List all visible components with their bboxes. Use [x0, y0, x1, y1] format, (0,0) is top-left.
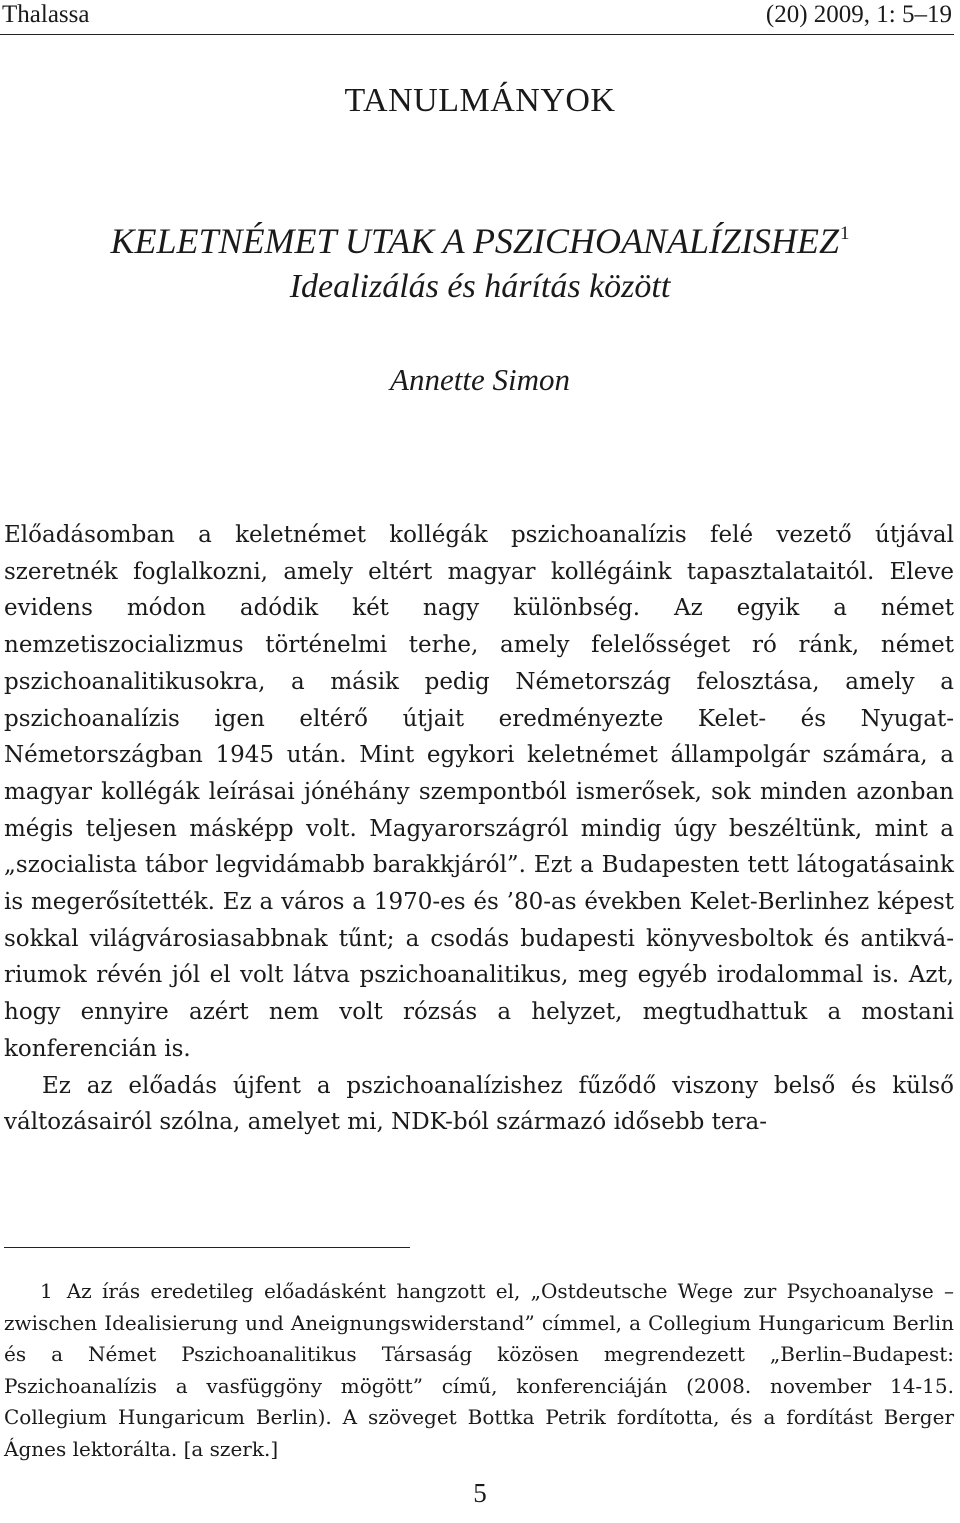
article-title [0, 220, 960, 262]
footnote-text: Az írás eredetileg előadásként hangzott el, „Ostdeutsche Wege zur Psychoanalyse – zwischen Idealisierung und Aneignungswiderstand” címmel, a Collegium Hungaricum Berlin és a Német Pszichoanalitikus Társaság közösen megrendezett „Berlin–Budapest: Pszichoanalízis a vasfüggöny mögött” című, konferenciáján (2008. november 14-15. Collegium Hungaricum Berlin). A szöveget Bottka Petrik fordította, és a fordítást Berger Ágnes lektorálta. [a szerk.] [4, 1279, 954, 1461]
footnote-divider [4, 1247, 410, 1248]
issue-citation: (20) 2009, 1: 5–19 [765, 1, 952, 28]
footnote-number: 1 [40, 1279, 53, 1303]
article-body [4, 517, 954, 1141]
page-number: 5 [473, 1478, 487, 1508]
article-subtitle: Idealizálás és hárítás között [289, 268, 671, 305]
running-header [0, 0, 954, 35]
section-title: TANULMÁNYOK [344, 82, 616, 119]
body-paragraph-1: Előadásomban a keletnémet kollégák pszichoanalízis felé vezető útjával szeretnék foglalkozni, amely eltért magyar kollégáink tapasztalataitól. Eleve evidens módon adódik két nagy különbség. Az egyik a német nemzetiszocializmus történelmi terhe, amely felelősséget ró ránk, német pszichoanalitikusokra, a másik pedig Németország felosztása, amely a pszichoanalízis igen eltérő útjait eredményezte Kelet- és Nyugat-Németországban 1945 után. Mint egykori keletnémet állampolgár számára, a magyar kollégák leírásai jónéhány szempontból ismerősek, sok minden azonban mégis teljesen másképp volt. Magyarországról mindig úgy beszéltünk, mint a „szocialista tábor legvidámabb barakkjáról”. Ezt a Budapesten tett látogatásaink is megerősítették. Ez a város a 1970-es és ’80-as években Kelet-Berlinhez képest sokkal világvárosiasabbnak tűnt; a csodás budapesti könyvesboltok és antikváriumok révén jól el volt látva pszichoanalitikus, meg egyéb irodalommal is. Azt, hogy ennyire azért nem volt rózsás a helyzet, megtudhattuk a mostani konferencián is. [4, 522, 954, 1062]
body-paragraph-2: Ez az előadás újfent a pszichoanalízishez fűződő viszony belső és külső változásairól szólna, amelyet mi, NDK-ból származó idősebb tera- [4, 1072, 954, 1136]
journal-name: Thalassa [2, 1, 90, 28]
title-footnote-mark[interactable]: 1 [839, 223, 850, 244]
footnote [4, 1276, 954, 1466]
article-author: Annette Simon [390, 362, 570, 397]
article-title-text: KELETNÉMET UTAK A PSZICHOANALÍZISHEZ [110, 221, 839, 261]
